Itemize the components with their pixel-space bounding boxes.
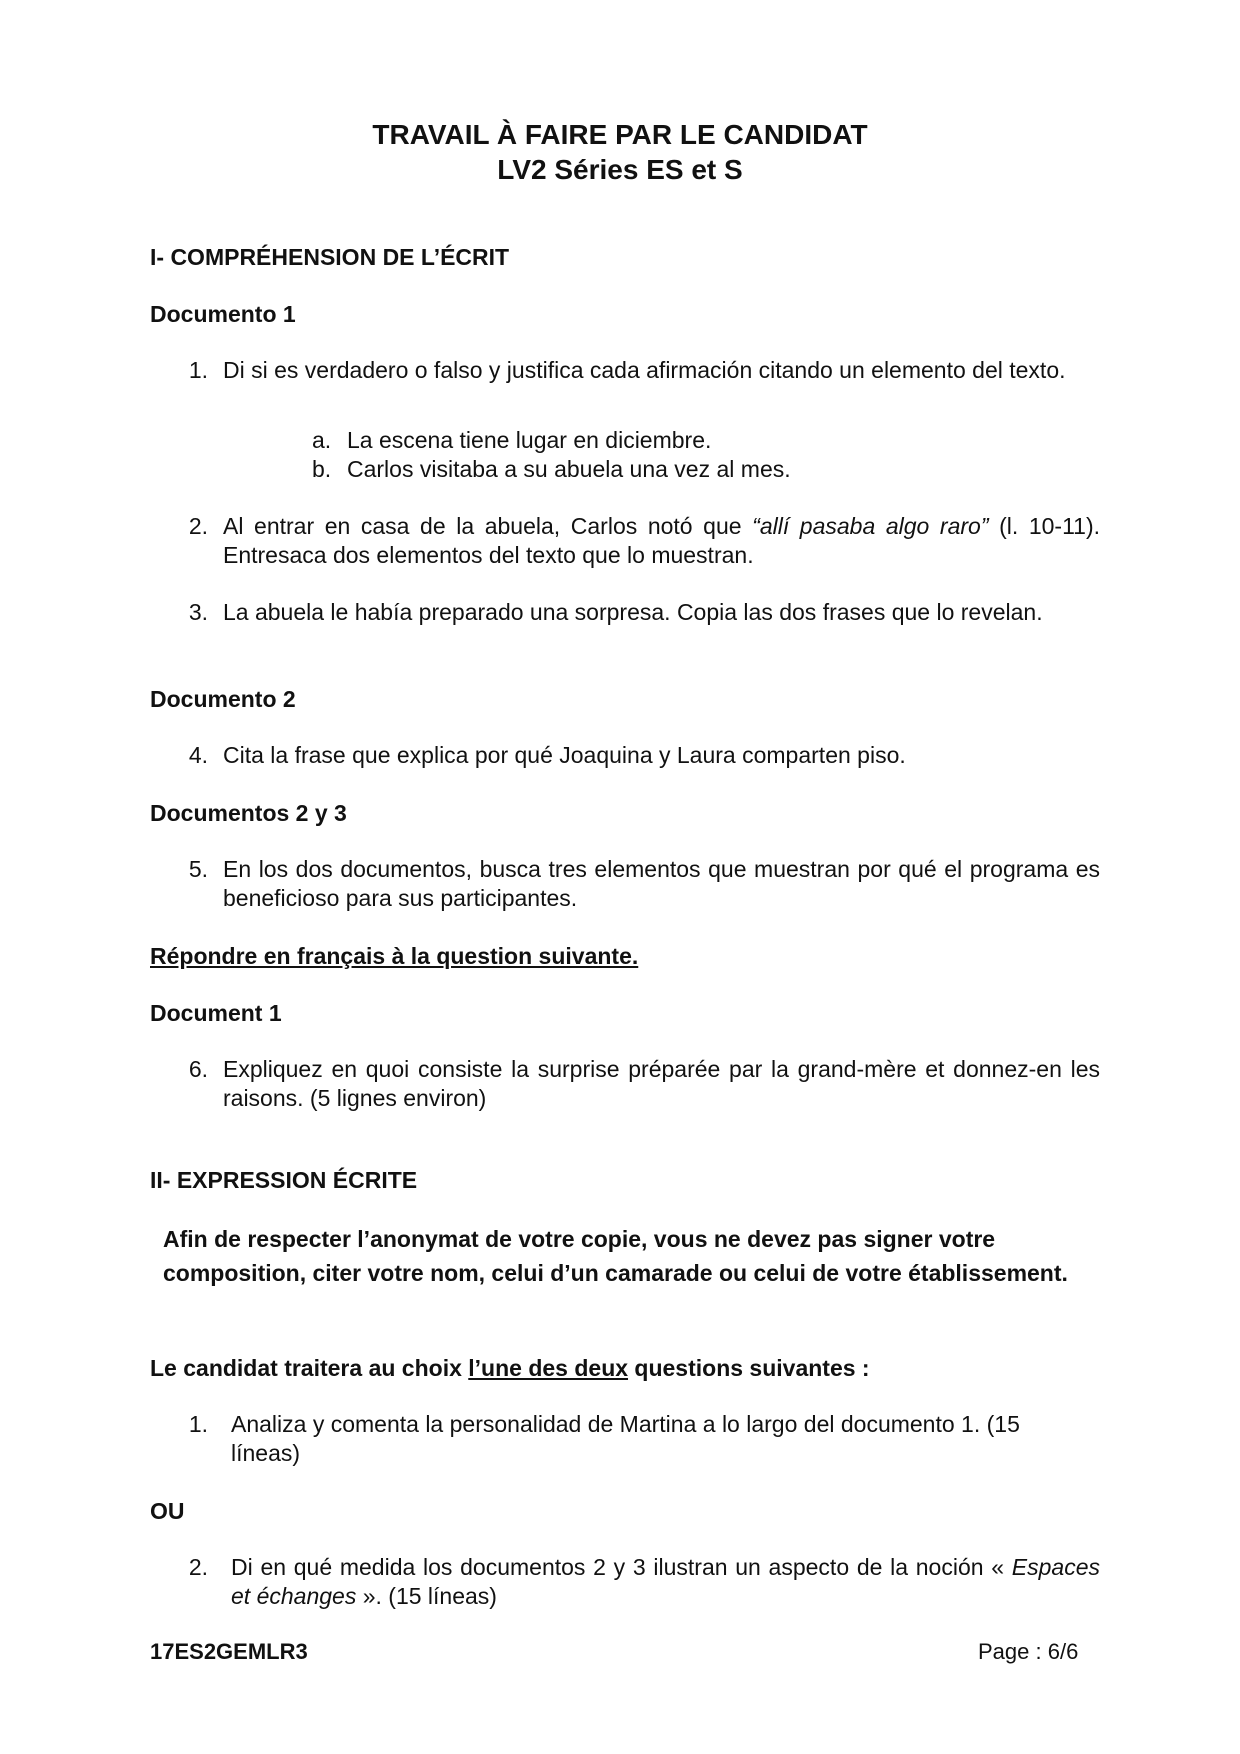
quoted-phrase: “allí pasaba algo raro” — [752, 513, 989, 539]
sub-question-letter: b. — [312, 456, 332, 482]
page-title: TRAVAIL À FAIRE PAR LE CANDIDAT — [372, 119, 868, 150]
question-1 — [150, 356, 1100, 385]
question-2 — [150, 512, 1100, 570]
question-text: Cita la frase que explica por qué Joaquina y Laura comparten piso. — [223, 742, 906, 768]
question-number: 1. — [188, 357, 208, 383]
question-text: Di si es verdadero o falso y justifica cada afirmación citando un elemento del texto. — [223, 357, 1066, 383]
question-4 — [150, 741, 1100, 770]
question-number: 3. — [188, 599, 208, 625]
section-comprehension-title: I- COMPRÉHENSION DE L’ÉCRIT — [150, 244, 510, 270]
question-text: Analiza y comenta la personalidad de Martina a lo largo del documento 1. (15 líneas) — [231, 1411, 1020, 1466]
page-subtitle: LV2 Séries ES et S — [497, 154, 743, 185]
question-text: Di en qué medida los documentos 2 y 3 ilustran un aspecto de la noción « Espaces et échanges ». (15 líneas) — [231, 1554, 1100, 1609]
french-instruction: Répondre en français à la question suivante. — [150, 943, 639, 969]
sub-question-text: La escena tiene lugar en diciembre. — [347, 427, 712, 453]
sub-question-text: Carlos visitaba a su abuela una vez al mes. — [347, 456, 791, 482]
question-text: La abuela le había preparado una sorpresa. Copia las dos frases que lo revelan. — [223, 599, 1043, 625]
page-number: Page : 6/6 — [978, 1639, 1079, 1664]
question-text: Expliquez en quoi consiste la surprise préparée par la grand-mère et donnez-en les raisons. (5 lignes environ) — [223, 1056, 1100, 1111]
or-label: OU — [150, 1498, 185, 1524]
anonymity-notice: Afin de respecter l’anonymat de votre copie, vous ne devez pas signer votre composition, citer votre nom, celui d’un camarade ou celui de votre établissement. — [163, 1226, 1068, 1286]
choice-instruction: Le candidat traitera au choix l’une des deux questions suivantes : — [150, 1355, 870, 1381]
notion-name: Espaces et échanges — [231, 1554, 1100, 1609]
question-number: 1. — [188, 1411, 208, 1437]
document-2-heading: Documento 2 — [150, 686, 296, 712]
sub-question-letter: a. — [312, 427, 332, 453]
document-1-heading: Documento 1 — [150, 301, 296, 327]
question-6 — [150, 1055, 1100, 1113]
question-number: 2. — [188, 1554, 208, 1580]
exam-code: 17ES2GEMLR3 — [150, 1639, 308, 1664]
question-text: En los dos documentos, busca tres elementos que muestran por qué el programa es beneficioso para sus participantes. — [223, 856, 1100, 911]
question-text: Al entrar en casa de la abuela, Carlos notó que “allí pasaba algo raro” (l. 10-11). Entresaca dos elementos del texto que lo muestran. — [223, 513, 1101, 568]
essay-question-2 — [150, 1553, 1100, 1611]
question-number: 4. — [188, 742, 208, 768]
question-3 — [150, 598, 1100, 627]
section-expression-title: II- EXPRESSION ÉCRITE — [150, 1167, 418, 1193]
question-number: 6. — [188, 1056, 208, 1082]
essay-question-1 — [150, 1410, 1100, 1468]
question-5 — [150, 855, 1100, 913]
document-1-fr-heading: Document 1 — [150, 1000, 282, 1026]
question-number: 2. — [188, 513, 208, 539]
underlined-phrase: l’une des deux — [468, 1355, 629, 1381]
documents-2-3-heading: Documentos 2 y 3 — [150, 800, 347, 826]
question-number: 5. — [188, 856, 208, 882]
question-1b — [312, 455, 791, 484]
question-1a — [312, 426, 711, 455]
